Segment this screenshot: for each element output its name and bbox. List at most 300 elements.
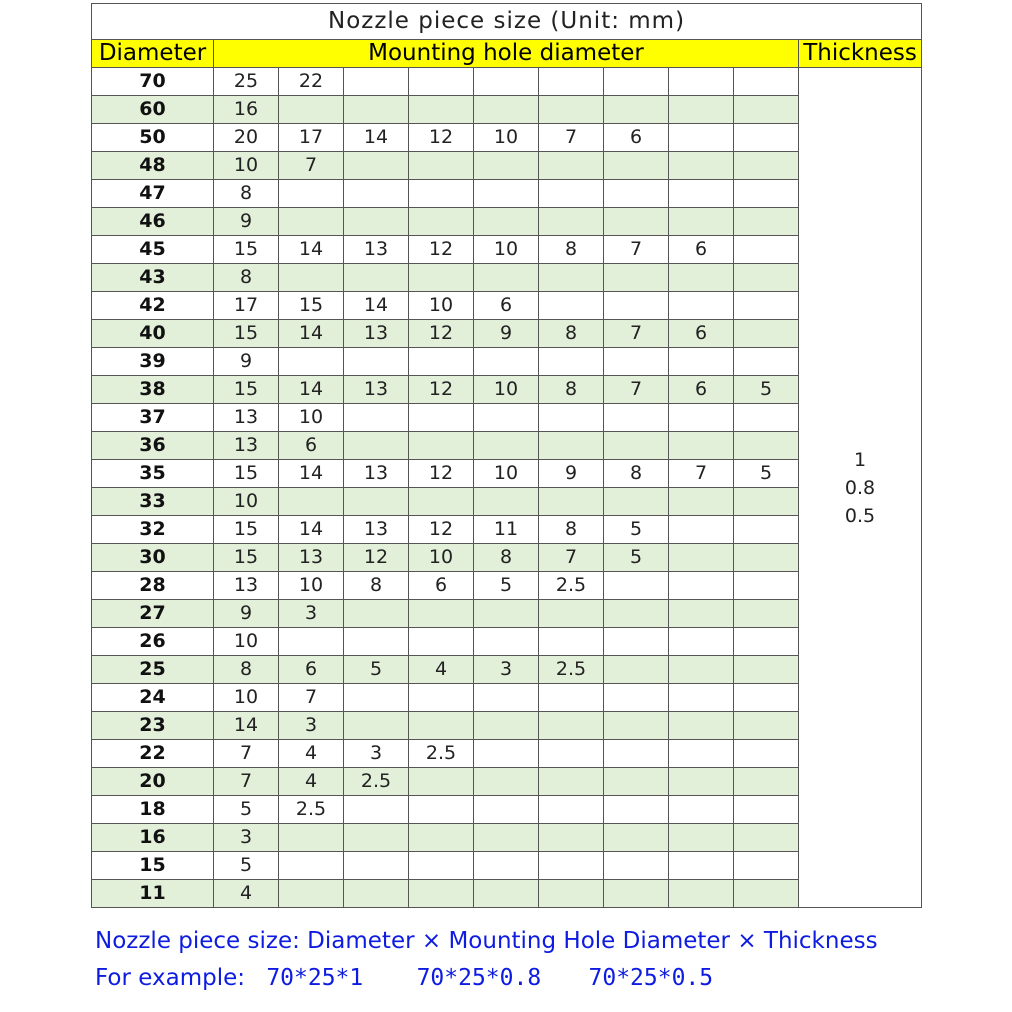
- table-row: [92, 320, 922, 348]
- mounting-hole-cell: [409, 796, 474, 824]
- mounting-hole-cell: [539, 796, 604, 824]
- mounting-hole-cell: [409, 348, 474, 376]
- example-2: 70*25*0.8: [416, 965, 542, 991]
- mounting-hole-cell: 4: [214, 880, 279, 908]
- mounting-hole-cell: [669, 824, 734, 852]
- mounting-hole-cell: 6: [474, 292, 539, 320]
- mounting-hole-cell: 10: [279, 404, 344, 432]
- mounting-hole-cell: 8: [539, 236, 604, 264]
- mounting-hole-cell: 14: [279, 320, 344, 348]
- mounting-hole-cell: [734, 852, 799, 880]
- mounting-hole-cell: 12: [344, 544, 409, 572]
- example-label: For example:: [95, 965, 245, 991]
- mounting-hole-cell: [734, 544, 799, 572]
- mounting-hole-cell: [279, 628, 344, 656]
- mounting-hole-cell: [539, 264, 604, 292]
- mounting-hole-cell: [604, 68, 669, 96]
- diameter-cell: 18: [92, 796, 214, 824]
- mounting-hole-cell: [409, 712, 474, 740]
- footer-formula: Nozzle piece size: Diameter × Mounting Hole Diameter × Thickness: [95, 928, 878, 954]
- mounting-hole-cell: [474, 684, 539, 712]
- mounting-hole-cell: [539, 152, 604, 180]
- mounting-hole-cell: 15: [214, 516, 279, 544]
- mounting-hole-cell: 10: [474, 460, 539, 488]
- diameter-cell: 37: [92, 404, 214, 432]
- mounting-hole-cell: [474, 208, 539, 236]
- table-body: [92, 68, 922, 908]
- mounting-hole-cell: [669, 516, 734, 544]
- mounting-hole-cell: 7: [604, 236, 669, 264]
- mounting-hole-cell: 9: [474, 320, 539, 348]
- diameter-cell: 24: [92, 684, 214, 712]
- mounting-hole-cell: 15: [214, 544, 279, 572]
- mounting-hole-cell: [344, 600, 409, 628]
- mounting-hole-cell: [669, 712, 734, 740]
- mounting-hole-cell: [669, 600, 734, 628]
- mounting-hole-cell: [734, 656, 799, 684]
- mounting-hole-cell: [734, 516, 799, 544]
- mounting-hole-cell: [539, 684, 604, 712]
- mounting-hole-cell: [669, 796, 734, 824]
- mounting-hole-cell: [604, 824, 669, 852]
- mounting-hole-cell: 12: [409, 460, 474, 488]
- mounting-hole-cell: 15: [214, 460, 279, 488]
- mounting-hole-cell: [344, 264, 409, 292]
- mounting-hole-cell: [279, 852, 344, 880]
- table-row: [92, 824, 922, 852]
- mounting-hole-cell: [669, 656, 734, 684]
- mounting-hole-cell: 5: [604, 516, 669, 544]
- mounting-hole-cell: [669, 768, 734, 796]
- mounting-hole-cell: 9: [214, 348, 279, 376]
- diameter-cell: 35: [92, 460, 214, 488]
- nozzle-size-table: [91, 3, 922, 908]
- mounting-hole-cell: [604, 180, 669, 208]
- mounting-hole-cell: [344, 404, 409, 432]
- table-row: [92, 124, 922, 152]
- mounting-hole-cell: 13: [214, 432, 279, 460]
- mounting-hole-cell: [409, 152, 474, 180]
- mounting-hole-cell: [669, 432, 734, 460]
- table-row: [92, 852, 922, 880]
- mounting-hole-cell: 7: [539, 544, 604, 572]
- mounting-hole-cell: [344, 824, 409, 852]
- mounting-hole-cell: 8: [474, 544, 539, 572]
- diameter-cell: 47: [92, 180, 214, 208]
- mounting-hole-cell: [734, 124, 799, 152]
- mounting-hole-cell: [734, 432, 799, 460]
- mounting-hole-cell: [539, 852, 604, 880]
- mounting-hole-cell: [279, 880, 344, 908]
- mounting-hole-cell: 9: [214, 600, 279, 628]
- mounting-hole-cell: 13: [279, 544, 344, 572]
- table-row: [92, 488, 922, 516]
- mounting-hole-cell: 7: [279, 684, 344, 712]
- diameter-cell: 32: [92, 516, 214, 544]
- mounting-hole-cell: [604, 600, 669, 628]
- mounting-hole-cell: [474, 404, 539, 432]
- mounting-hole-cell: 7: [669, 460, 734, 488]
- table-row: [92, 516, 922, 544]
- table-row: [92, 404, 922, 432]
- table-row: [92, 460, 922, 488]
- mounting-hole-cell: [734, 236, 799, 264]
- mounting-hole-cell: [344, 488, 409, 516]
- mounting-hole-cell: [539, 768, 604, 796]
- mounting-hole-cell: [409, 600, 474, 628]
- mounting-hole-cell: 13: [214, 404, 279, 432]
- mounting-hole-cell: 14: [279, 460, 344, 488]
- diameter-cell: 43: [92, 264, 214, 292]
- mounting-hole-cell: [734, 600, 799, 628]
- table-row: [92, 544, 922, 572]
- mounting-hole-cell: 14: [344, 124, 409, 152]
- mounting-hole-cell: [734, 628, 799, 656]
- mounting-hole-cell: 5: [734, 376, 799, 404]
- mounting-hole-cell: [604, 852, 669, 880]
- mounting-hole-cell: 15: [214, 320, 279, 348]
- mounting-hole-cell: [734, 320, 799, 348]
- diameter-cell: 16: [92, 824, 214, 852]
- diameter-cell: 46: [92, 208, 214, 236]
- mounting-hole-cell: 2.5: [539, 656, 604, 684]
- mounting-hole-cell: [409, 684, 474, 712]
- mounting-hole-cell: [669, 572, 734, 600]
- mounting-hole-cell: 8: [344, 572, 409, 600]
- mounting-hole-cell: 3: [214, 824, 279, 852]
- diameter-cell: 39: [92, 348, 214, 376]
- mounting-hole-cell: 3: [279, 712, 344, 740]
- mounting-hole-cell: [604, 292, 669, 320]
- mounting-hole-cell: [474, 68, 539, 96]
- mounting-hole-cell: [734, 712, 799, 740]
- mounting-hole-cell: [539, 404, 604, 432]
- mounting-hole-cell: [734, 180, 799, 208]
- mounting-hole-cell: 11: [474, 516, 539, 544]
- diameter-cell: 25: [92, 656, 214, 684]
- mounting-hole-cell: [669, 544, 734, 572]
- table-title: Nozzle piece size (Unit: mm): [92, 4, 922, 40]
- mounting-hole-cell: [409, 768, 474, 796]
- mounting-hole-cell: [669, 180, 734, 208]
- diameter-cell: 28: [92, 572, 214, 600]
- mounting-hole-cell: 4: [279, 768, 344, 796]
- mounting-hole-cell: [734, 880, 799, 908]
- mounting-hole-cell: [604, 796, 669, 824]
- mounting-hole-cell: [344, 712, 409, 740]
- mounting-hole-cell: [474, 880, 539, 908]
- diameter-cell: 22: [92, 740, 214, 768]
- table-row: [92, 348, 922, 376]
- mounting-hole-cell: [279, 348, 344, 376]
- mounting-hole-cell: 14: [279, 236, 344, 264]
- mounting-hole-cell: [344, 432, 409, 460]
- diameter-cell: 30: [92, 544, 214, 572]
- mounting-hole-cell: [409, 880, 474, 908]
- mounting-hole-cell: 8: [539, 516, 604, 544]
- mounting-hole-cell: 10: [214, 488, 279, 516]
- mounting-hole-cell: 5: [214, 796, 279, 824]
- mounting-hole-cell: 14: [279, 376, 344, 404]
- mounting-hole-cell: 8: [604, 460, 669, 488]
- mounting-hole-cell: [669, 684, 734, 712]
- mounting-hole-cell: [734, 740, 799, 768]
- mounting-hole-cell: 10: [474, 376, 539, 404]
- mounting-hole-cell: [669, 152, 734, 180]
- mounting-hole-cell: [604, 880, 669, 908]
- mounting-hole-cell: [539, 96, 604, 124]
- mounting-hole-cell: 7: [214, 740, 279, 768]
- mounting-hole-cell: [409, 96, 474, 124]
- mounting-hole-cell: [474, 96, 539, 124]
- table-row: [92, 208, 922, 236]
- mounting-hole-cell: 8: [214, 656, 279, 684]
- mounting-hole-cell: [279, 264, 344, 292]
- diameter-cell: 33: [92, 488, 214, 516]
- mounting-hole-cell: [604, 152, 669, 180]
- mounting-hole-cell: [474, 824, 539, 852]
- mounting-hole-cell: [539, 208, 604, 236]
- mounting-hole-cell: [474, 432, 539, 460]
- table-row: [92, 68, 922, 96]
- mounting-hole-cell: [474, 796, 539, 824]
- mounting-hole-cell: [344, 68, 409, 96]
- mounting-hole-cell: [344, 208, 409, 236]
- mounting-hole-cell: [734, 404, 799, 432]
- mounting-hole-cell: 12: [409, 236, 474, 264]
- mounting-hole-cell: 16: [214, 96, 279, 124]
- mounting-hole-cell: [604, 684, 669, 712]
- mounting-hole-cell: [604, 96, 669, 124]
- mounting-hole-header: Mounting hole diameter: [214, 40, 799, 68]
- table-row: [92, 684, 922, 712]
- mounting-hole-cell: [669, 488, 734, 516]
- diameter-cell: 60: [92, 96, 214, 124]
- mounting-hole-cell: [409, 208, 474, 236]
- mounting-hole-cell: 8: [539, 376, 604, 404]
- mounting-hole-cell: 5: [214, 852, 279, 880]
- mounting-hole-cell: [604, 264, 669, 292]
- mounting-hole-cell: 17: [279, 124, 344, 152]
- mounting-hole-cell: 6: [279, 656, 344, 684]
- mounting-hole-cell: [669, 404, 734, 432]
- mounting-hole-cell: [604, 628, 669, 656]
- diameter-cell: 27: [92, 600, 214, 628]
- mounting-hole-cell: 3: [279, 600, 344, 628]
- mounting-hole-cell: [734, 768, 799, 796]
- thickness-cell: [799, 68, 922, 908]
- mounting-hole-cell: [669, 348, 734, 376]
- mounting-hole-cell: [734, 292, 799, 320]
- mounting-hole-cell: [344, 796, 409, 824]
- mounting-hole-cell: 10: [214, 152, 279, 180]
- mounting-hole-cell: [474, 600, 539, 628]
- table-row: [92, 796, 922, 824]
- mounting-hole-cell: 13: [344, 516, 409, 544]
- mounting-hole-cell: [409, 852, 474, 880]
- mounting-hole-cell: [734, 796, 799, 824]
- mounting-hole-cell: 13: [344, 320, 409, 348]
- mounting-hole-cell: [734, 96, 799, 124]
- mounting-hole-cell: 14: [279, 516, 344, 544]
- mounting-hole-cell: [669, 208, 734, 236]
- mounting-hole-cell: [539, 740, 604, 768]
- mounting-hole-cell: 17: [214, 292, 279, 320]
- mounting-hole-cell: [539, 68, 604, 96]
- mounting-hole-cell: [734, 68, 799, 96]
- mounting-hole-cell: [539, 824, 604, 852]
- mounting-hole-cell: [604, 740, 669, 768]
- mounting-hole-cell: [539, 292, 604, 320]
- mounting-hole-cell: [344, 852, 409, 880]
- mounting-hole-cell: 7: [604, 320, 669, 348]
- mounting-hole-cell: [279, 824, 344, 852]
- mounting-hole-cell: [474, 180, 539, 208]
- mounting-hole-cell: [474, 768, 539, 796]
- mounting-hole-cell: 5: [604, 544, 669, 572]
- mounting-hole-cell: [344, 96, 409, 124]
- mounting-hole-cell: 2.5: [409, 740, 474, 768]
- mounting-hole-cell: 8: [214, 180, 279, 208]
- mounting-hole-cell: [734, 152, 799, 180]
- mounting-hole-cell: 10: [474, 236, 539, 264]
- mounting-hole-cell: [409, 404, 474, 432]
- mounting-hole-cell: [409, 628, 474, 656]
- mounting-hole-cell: 2.5: [279, 796, 344, 824]
- diameter-cell: 11: [92, 880, 214, 908]
- mounting-hole-cell: [604, 572, 669, 600]
- mounting-hole-cell: [734, 348, 799, 376]
- mounting-hole-cell: [474, 852, 539, 880]
- table-row: [92, 600, 922, 628]
- mounting-hole-cell: [669, 96, 734, 124]
- mounting-hole-cell: 13: [344, 460, 409, 488]
- mounting-hole-cell: [409, 264, 474, 292]
- mounting-hole-cell: [409, 68, 474, 96]
- mounting-hole-cell: 9: [539, 460, 604, 488]
- mounting-hole-cell: [669, 264, 734, 292]
- mounting-hole-cell: [344, 152, 409, 180]
- mounting-hole-cell: [474, 740, 539, 768]
- mounting-hole-cell: 14: [214, 712, 279, 740]
- mounting-hole-cell: 9: [214, 208, 279, 236]
- mounting-hole-cell: [279, 488, 344, 516]
- mounting-hole-cell: [344, 180, 409, 208]
- mounting-hole-cell: [734, 488, 799, 516]
- mounting-hole-cell: [669, 628, 734, 656]
- mounting-hole-cell: 7: [539, 124, 604, 152]
- table-row: [92, 656, 922, 684]
- mounting-hole-cell: [539, 880, 604, 908]
- mounting-hole-cell: [344, 880, 409, 908]
- mounting-hole-cell: 14: [344, 292, 409, 320]
- example-1: 70*25*1: [266, 965, 364, 991]
- footer-example: [95, 965, 713, 991]
- mounting-hole-cell: 2.5: [344, 768, 409, 796]
- mounting-hole-cell: 22: [279, 68, 344, 96]
- diameter-cell: 36: [92, 432, 214, 460]
- mounting-hole-cell: [409, 824, 474, 852]
- mounting-hole-cell: [669, 740, 734, 768]
- mounting-hole-cell: 8: [539, 320, 604, 348]
- mounting-hole-cell: [669, 68, 734, 96]
- diameter-cell: 48: [92, 152, 214, 180]
- table-row: [92, 96, 922, 124]
- diameter-cell: 26: [92, 628, 214, 656]
- diameter-cell: 38: [92, 376, 214, 404]
- mounting-hole-cell: [604, 768, 669, 796]
- mounting-hole-cell: [604, 348, 669, 376]
- mounting-hole-cell: 25: [214, 68, 279, 96]
- diameter-cell: 42: [92, 292, 214, 320]
- table-row: [92, 628, 922, 656]
- table-row: [92, 768, 922, 796]
- mounting-hole-cell: [604, 404, 669, 432]
- mounting-hole-cell: [279, 96, 344, 124]
- mounting-hole-cell: [409, 180, 474, 208]
- mounting-hole-cell: [474, 488, 539, 516]
- mounting-hole-cell: [604, 432, 669, 460]
- mounting-hole-cell: [539, 180, 604, 208]
- mounting-hole-cell: 7: [279, 152, 344, 180]
- mounting-hole-cell: [604, 712, 669, 740]
- mounting-hole-cell: 7: [214, 768, 279, 796]
- table-row: [92, 264, 922, 292]
- diameter-cell: 23: [92, 712, 214, 740]
- mounting-hole-cell: [409, 488, 474, 516]
- thickness-value: 0.5: [844, 504, 876, 527]
- mounting-hole-cell: [474, 264, 539, 292]
- diameter-cell: 70: [92, 68, 214, 96]
- mounting-hole-cell: 10: [409, 292, 474, 320]
- mounting-hole-cell: 5: [344, 656, 409, 684]
- mounting-hole-cell: [539, 712, 604, 740]
- mounting-hole-cell: [669, 292, 734, 320]
- table-row: [92, 292, 922, 320]
- mounting-hole-cell: [409, 432, 474, 460]
- mounting-hole-cell: 4: [409, 656, 474, 684]
- mounting-hole-cell: 13: [344, 236, 409, 264]
- mounting-hole-cell: [344, 628, 409, 656]
- mounting-hole-cell: 4: [279, 740, 344, 768]
- thickness-header: Thickness: [799, 40, 922, 68]
- mounting-hole-cell: 15: [214, 376, 279, 404]
- diameter-cell: 45: [92, 236, 214, 264]
- mounting-hole-cell: [604, 208, 669, 236]
- mounting-hole-cell: [279, 208, 344, 236]
- mounting-hole-cell: 6: [669, 236, 734, 264]
- mounting-hole-cell: 12: [409, 124, 474, 152]
- example-3: 70*25*0.5: [588, 965, 714, 991]
- table-row: [92, 572, 922, 600]
- mounting-hole-cell: 15: [214, 236, 279, 264]
- mounting-hole-cell: [539, 628, 604, 656]
- mounting-hole-cell: 10: [279, 572, 344, 600]
- mounting-hole-cell: 3: [344, 740, 409, 768]
- mounting-hole-cell: 6: [669, 376, 734, 404]
- mounting-hole-cell: [474, 152, 539, 180]
- mounting-hole-cell: 6: [669, 320, 734, 348]
- mounting-hole-cell: 5: [734, 460, 799, 488]
- table-row: [92, 180, 922, 208]
- mounting-hole-cell: 2.5: [539, 572, 604, 600]
- mounting-hole-cell: [279, 180, 344, 208]
- mounting-hole-cell: [604, 488, 669, 516]
- mounting-hole-cell: 6: [604, 124, 669, 152]
- table-row: [92, 152, 922, 180]
- mounting-hole-cell: 10: [214, 684, 279, 712]
- mounting-hole-cell: [474, 348, 539, 376]
